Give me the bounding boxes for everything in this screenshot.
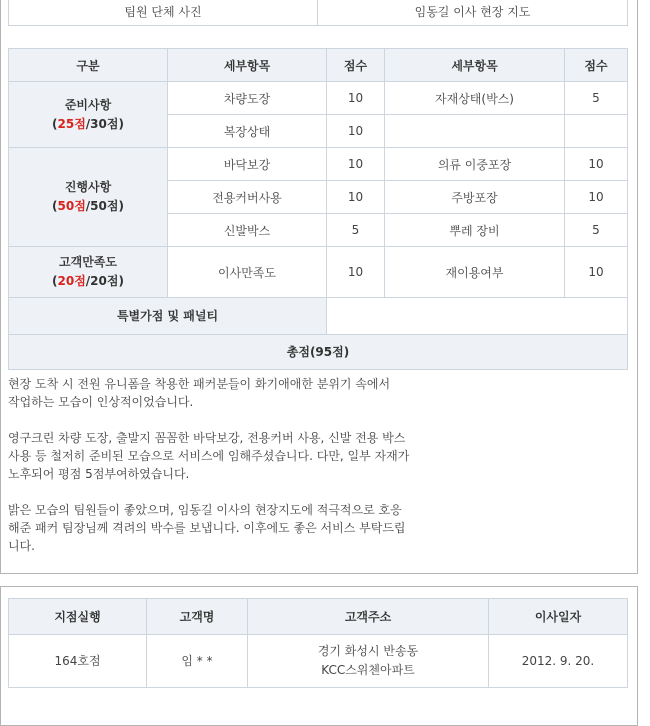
comment-paragraph xyxy=(8,501,434,555)
score-cell: 10 xyxy=(565,181,628,214)
customer-name-value: 임 * * xyxy=(147,635,248,688)
score-table xyxy=(8,48,628,370)
total-score: 총점(95점) xyxy=(9,335,628,370)
item-cell: 이사만족도 xyxy=(168,247,327,298)
item-cell: 뿌레 장비 xyxy=(385,214,565,247)
table-row xyxy=(9,635,628,688)
score-table-header xyxy=(9,49,628,82)
item-cell: 전용커버사용 xyxy=(168,181,327,214)
comment-line: 사용 등 철저히 준비된 모습으로 서비스에 임해주셨습니다. 다만, 일부 자재가 xyxy=(8,449,410,463)
category-satisfaction: 고객만족도 (20점/20점) xyxy=(9,247,168,298)
score-cell: 10 xyxy=(327,148,385,181)
comment-line: 노후되어 평점 5점부여하였습니다. xyxy=(8,467,190,481)
header-branch: 지점실행 xyxy=(9,599,147,635)
item-cell: 의류 이중포장 xyxy=(385,148,565,181)
header-item-2: 세부항목 xyxy=(385,49,565,82)
item-cell: 신발박스 xyxy=(168,214,327,247)
table-row xyxy=(9,148,628,181)
score-cell xyxy=(565,115,628,148)
item-cell: 재이용여부 xyxy=(385,247,565,298)
photo-caption-table xyxy=(8,0,628,26)
category-total: /50점 xyxy=(85,199,119,213)
score-cell: 10 xyxy=(565,247,628,298)
address-value xyxy=(248,635,489,688)
review-comment xyxy=(8,375,434,573)
comment-line: 밝은 모습의 팀원들이 좋았으며, 임동길 이사의 현장지도에 적극적으로 호응 xyxy=(8,503,402,517)
category-progress: 진행사항 (50점/50점) xyxy=(9,148,168,247)
comment-line: 작업하는 모습이 인상적이었습니다. xyxy=(8,395,194,409)
category-score: 50점 xyxy=(57,199,86,213)
category-total: /20점 xyxy=(85,274,119,288)
category-title: 고객만족도 xyxy=(59,255,117,269)
table-row xyxy=(9,298,628,335)
item-cell: 자재상태(박스) xyxy=(385,82,565,115)
team-photo-caption: 팀원 단체 사진 xyxy=(9,0,318,26)
bonus-penalty-value xyxy=(327,298,628,335)
category-score: 25점 xyxy=(57,116,86,131)
score-cell: 10 xyxy=(327,181,385,214)
header-address: 고객주소 xyxy=(248,599,489,635)
score-cell: 5 xyxy=(565,82,628,115)
site-guidance-caption: 임동길 이사 현장 지도 xyxy=(318,0,628,26)
customer-info-table xyxy=(8,598,628,688)
score-cell: 5 xyxy=(327,214,385,247)
address-line: 경기 화성시 반송동 xyxy=(317,644,419,658)
header-move-date: 이사일자 xyxy=(489,599,628,635)
score-cell: 10 xyxy=(327,82,385,115)
table-row xyxy=(9,247,628,298)
item-cell: 주방포장 xyxy=(385,181,565,214)
address-line: KCC스위첸아파트 xyxy=(321,663,415,677)
header-category: 구분 xyxy=(9,49,168,82)
bonus-penalty-label: 특별가점 및 패널티 xyxy=(9,298,327,335)
table-row xyxy=(9,335,628,370)
branch-value: 164호점 xyxy=(9,635,147,688)
category-score: 20점 xyxy=(57,274,86,288)
comment-line: 해준 패커 팀장님께 격려의 박수를 보냅니다. 이후에도 좋은 서비스 부탁드립 xyxy=(8,521,406,535)
score-cell: 10 xyxy=(565,148,628,181)
category-title: 진행사항 xyxy=(64,180,112,194)
comment-line: 현장 도착 시 전원 유니폼을 착용한 패커분들이 화기애애한 분위기 속에서 xyxy=(8,377,391,391)
score-cell: 5 xyxy=(565,214,628,247)
item-cell xyxy=(385,115,565,148)
category-title: 준비사항 xyxy=(64,97,112,112)
category-preparation: 준비사항 (25점/30점) xyxy=(9,82,168,148)
header-item-1: 세부항목 xyxy=(168,49,327,82)
item-cell: 차량도장 xyxy=(168,82,327,115)
comment-paragraph xyxy=(8,375,434,411)
score-cell: 10 xyxy=(327,115,385,148)
comment-line: 니다. xyxy=(8,539,35,553)
category-total: /30점 xyxy=(85,116,119,131)
header-score-1: 점수 xyxy=(327,49,385,82)
item-cell: 바닥보강 xyxy=(168,148,327,181)
item-cell: 복장상태 xyxy=(168,115,327,148)
table-row xyxy=(9,82,628,115)
move-date-value: 2012. 9. 20. xyxy=(489,635,628,688)
header-score-2: 점수 xyxy=(565,49,628,82)
header-customer: 고객명 xyxy=(147,599,248,635)
info-table-header xyxy=(9,599,628,635)
comment-paragraph xyxy=(8,429,434,483)
comment-line: 영구크린 차량 도장, 출발지 꼼꼼한 바닥보강, 전용커버 사용, 신발 전용 박스 xyxy=(8,431,406,445)
score-cell: 10 xyxy=(327,247,385,298)
